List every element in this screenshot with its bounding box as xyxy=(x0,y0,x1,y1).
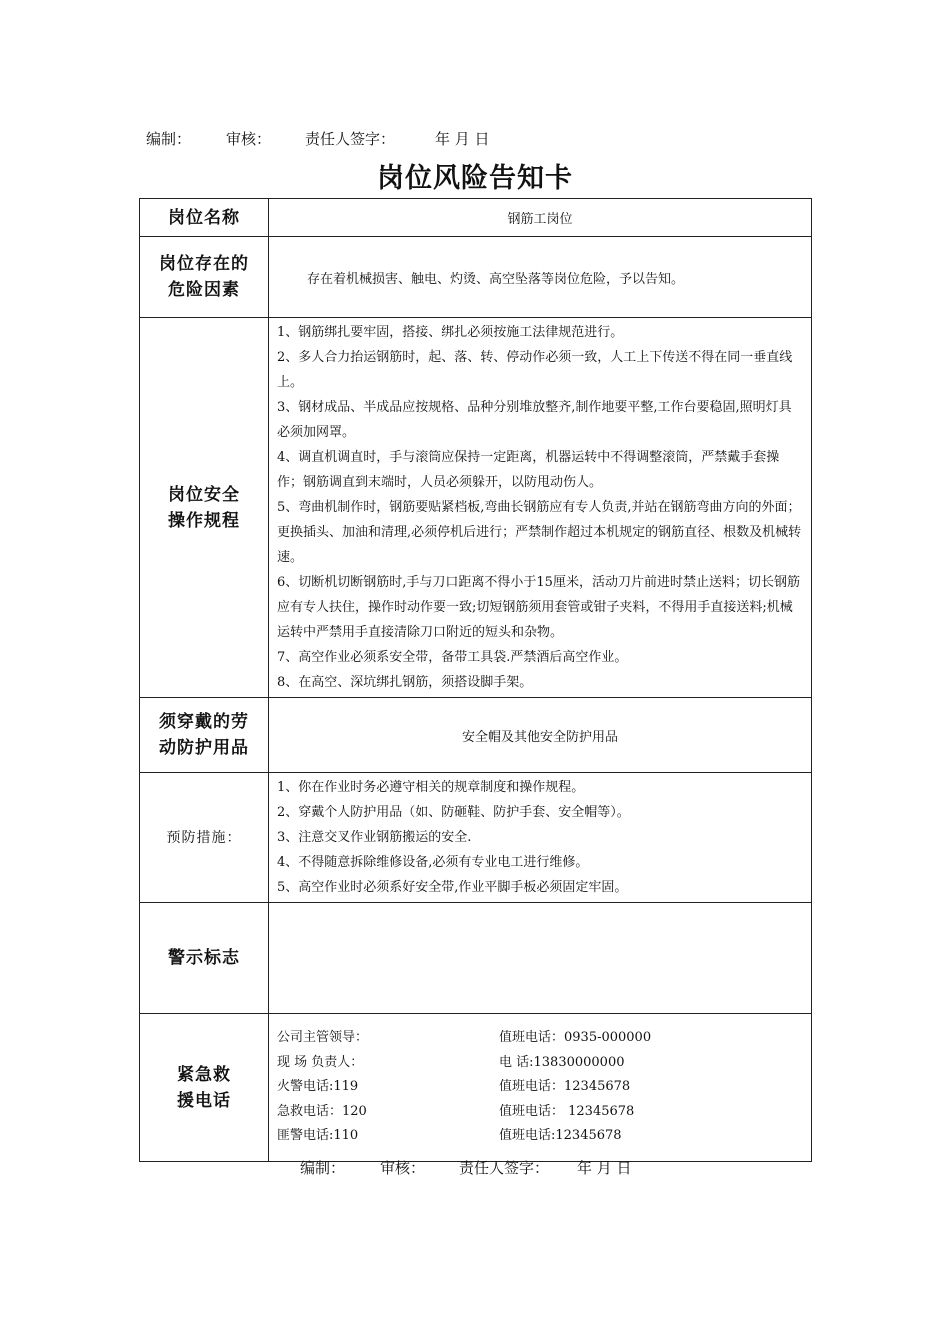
contact-phone: 值班电话： 12345678 xyxy=(499,1103,635,1119)
prevention-item: 2、穿戴个人防护用品（如、防砸鞋、防护手套、安全帽等）。 xyxy=(277,805,630,820)
procedure-item: 6、切断机切断钢筋时,手与刀口距离不得小于15厘米，活动刀片前进时禁止送料；切长钢筋应有专人扶住，操作时动作要一致;切短钢筋须用套管或钳子夹料，不得用手直接送料;机械运转中严禁用手直接清除刀口附近的短头和杂物。 xyxy=(277,575,800,640)
risk-card-table xyxy=(139,198,812,1162)
review-label: 审核： xyxy=(226,130,272,148)
row-ppe xyxy=(140,698,812,773)
prevention-content xyxy=(269,773,812,903)
contact-row xyxy=(277,1100,803,1125)
date-label: 年 月 日 xyxy=(577,1159,632,1177)
procedure-item: 2、多人合力抬运钢筋时，起、落、转、停动作必须一致，人工上下传送不得在同一垂直线上。 xyxy=(277,350,793,390)
procedures-label-line2: 操作规程 xyxy=(168,510,240,531)
page-title: 岗位风险告知卡 xyxy=(377,163,573,194)
signature-label: 责任人签字： xyxy=(305,130,396,148)
row-hazards xyxy=(140,237,812,318)
ppe-label-line1: 须穿戴的劳 xyxy=(159,712,249,732)
contact-name: 急救电话：120 xyxy=(277,1103,367,1119)
sign-line-bottom xyxy=(300,1157,632,1178)
ppe-value: 安全帽及其他安全防护用品 xyxy=(269,698,812,773)
contact-row xyxy=(277,1026,803,1051)
contact-name: 匪警电话:110 xyxy=(277,1128,359,1144)
procedures-content xyxy=(269,318,812,698)
procedures-label xyxy=(140,318,269,698)
procedure-item: 4、调直机调直时，手与滚筒应保持一定距离，机器运转中不得调整滚筒，严禁戴手套操作；钢筋调直到末端时，人员必须躲开，以防甩动伤人。 xyxy=(277,450,780,490)
hazards-value: 存在着机械损害、触电、灼烫、高空坠落等岗位危险，予以告知。 xyxy=(269,237,812,318)
contact-row xyxy=(277,1124,803,1149)
sign-line-top xyxy=(146,128,490,149)
hazards-label-line1: 岗位存在的 xyxy=(159,254,249,274)
contact-row xyxy=(277,1051,803,1076)
contact-phone: 值班电话：0935-000000 xyxy=(499,1030,652,1046)
row-emergency xyxy=(140,1014,812,1162)
warning-signs-area xyxy=(269,903,812,1014)
emergency-label xyxy=(140,1014,269,1162)
date-label: 年 月 日 xyxy=(435,130,490,148)
compile-label: 编制： xyxy=(300,1159,346,1177)
emergency-contacts xyxy=(269,1014,812,1162)
row-warning-signs xyxy=(140,903,812,1014)
procedure-item: 3、钢材成品、半成品应按规格、品种分别堆放整齐,制作地要平整,工作台要稳固,照明灯具必须加网罩。 xyxy=(277,400,792,440)
post-name-value: 钢筋工岗位 xyxy=(269,199,812,237)
prevention-item: 3、注意交叉作业钢筋搬运的安全. xyxy=(277,830,472,845)
procedures-label-line1: 岗位安全 xyxy=(168,484,240,505)
prevention-label: 预防措施： xyxy=(140,773,269,903)
emergency-label-line2: 援电话 xyxy=(177,1090,231,1111)
post-name-label: 岗位名称 xyxy=(140,199,269,237)
contact-phone: 电 话:13830000000 xyxy=(499,1054,625,1070)
prevention-item: 4、不得随意拆除维修设备,必须有专业电工进行维修。 xyxy=(277,855,589,870)
ppe-label xyxy=(140,698,269,773)
row-post-name xyxy=(140,199,812,237)
hazards-label xyxy=(140,237,269,318)
procedure-item: 8、在高空、深坑绑扎钢筋，须搭设脚手架。 xyxy=(277,675,533,690)
hazards-label-line2: 危险因素 xyxy=(168,280,240,300)
contact-name: 火警电话:119 xyxy=(277,1079,359,1095)
row-prevention xyxy=(140,773,812,903)
ppe-label-line2: 动防护用品 xyxy=(159,738,249,758)
signature-label: 责任人签字： xyxy=(459,1159,550,1177)
contact-phone: 值班电话：12345678 xyxy=(499,1079,631,1095)
compile-label: 编制： xyxy=(146,130,192,148)
procedure-item: 7、高空作业必须系安全带，备带工具袋.严禁酒后高空作业。 xyxy=(277,650,628,665)
contact-name: 现 场 负责人： xyxy=(277,1054,364,1070)
emergency-label-line1: 紧急救 xyxy=(177,1064,231,1085)
contact-name: 公司主管领导： xyxy=(277,1030,369,1046)
prevention-item: 1、你在作业时务必遵守相关的规章制度和操作规程。 xyxy=(277,780,585,795)
review-label: 审核： xyxy=(380,1159,426,1177)
procedure-item: 1、钢筋绑扎要牢固，搭接、绑扎必须按施工法律规范进行。 xyxy=(277,325,624,340)
procedure-item: 5、弯曲机制作时，钢筋要贴紧档板,弯曲长钢筋应有专人负责,并站在钢筋弯曲方向的外面；更换插头、加油和清理,必须停机后进行；严禁制作超过本机规定的钢筋直径、根数及机械转速。 xyxy=(277,500,802,565)
contact-phone: 值班电话:12345678 xyxy=(499,1128,622,1144)
prevention-item: 5、高空作业时必须系好安全带,作业平脚手板必须固定牢固。 xyxy=(277,880,628,895)
warning-signs-label: 警示标志 xyxy=(140,903,269,1014)
row-procedures xyxy=(140,318,812,698)
contact-row xyxy=(277,1075,803,1100)
